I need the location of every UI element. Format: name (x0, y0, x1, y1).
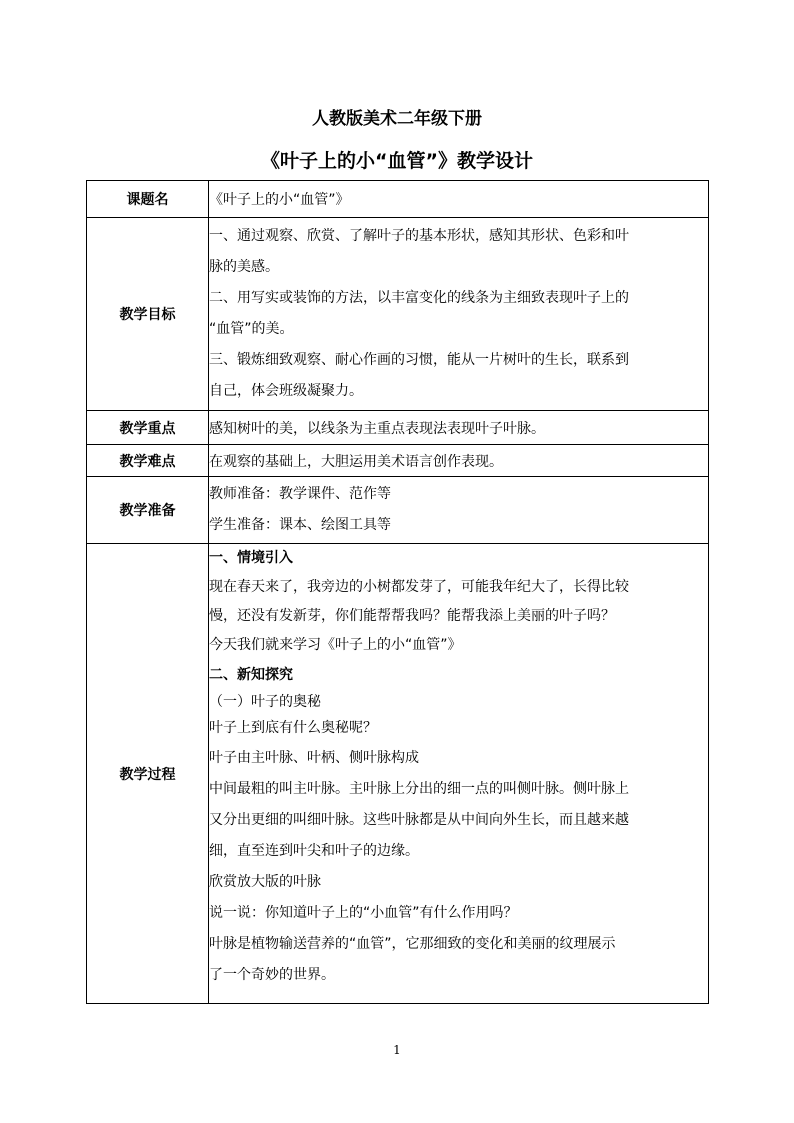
lesson-plan-table (86, 180, 709, 1004)
goal-line: 三、锻炼细致观察、耐心作画的习惯，能从一片树叶的生长，联系到 (209, 352, 629, 368)
goal-line: 自己，体会班级凝聚力。 (209, 383, 363, 399)
process-content (209, 544, 709, 1004)
goal-line: 二、用写实或装饰的方法，以丰富变化的线条为主细致表现叶子上的 (209, 290, 629, 306)
goal-line: 一、通过观察、欣赏、了解叶子的基本形状，感知其形状、色彩和叶 (209, 228, 629, 244)
page-number: 1 (393, 1043, 401, 1057)
paragraph-line: 欣赏放大版的叶脉 (209, 874, 321, 890)
paragraph-line: 叶脉是植物输送营养的“血管”，它那细致的变化和美丽的纹理展示 (209, 936, 616, 952)
table-row-key-points (87, 411, 709, 445)
teacher-preparation: 教师准备：教学课件、范作等 (209, 486, 391, 502)
paragraph-line: 又分出更细的叫细叶脉。这些叶脉都是从中间向外生长，而且越来越 (209, 812, 629, 828)
paragraph-line: 说一说：你知道叶子上的“小血管”有什么作用吗？ (209, 905, 518, 921)
section-heading: 一、情境引入 (209, 550, 293, 566)
subsection-heading: （一）叶子的奥秘 (209, 694, 321, 710)
key-points-label: 教学重点 (87, 411, 209, 445)
document-title: 人教版美术二年级下册 (312, 109, 482, 129)
preparation-label: 教学准备 (87, 477, 209, 544)
goals-label: 教学目标 (87, 218, 209, 411)
goal-line: “血管”的美。 (209, 321, 294, 337)
topic-label: 课题名 (87, 181, 209, 218)
key-points-value: 感知树叶的美，以线条为主重点表现法表现叶子叶脉。 (209, 411, 709, 445)
student-preparation: 学生准备：课本、绘图工具等 (209, 517, 391, 533)
topic-value: 《叶子上的小“血管”》 (209, 181, 709, 218)
paragraph-line: 慢，还没有发新芽，你们能帮帮我吗？能帮我添上美丽的叶子吗？ (209, 608, 615, 624)
paragraph-line: 现在春天来了，我旁边的小树都发芽了，可能我年纪大了，长得比较 (209, 579, 629, 595)
paragraph-line: 细，直至连到叶尖和叶子的边缘。 (209, 843, 419, 859)
table-row-topic (87, 181, 709, 218)
table-row-process (87, 544, 709, 1004)
paragraph-line: 中间最粗的叫主叶脉。主叶脉上分出的细一点的叫侧叶脉。侧叶脉上 (209, 781, 629, 797)
process-label: 教学过程 (87, 544, 209, 1004)
preparation-content (209, 477, 709, 544)
difficulties-label: 教学难点 (87, 445, 209, 477)
paragraph-line: 叶子由主叶脉、叶柄、侧叶脉构成 (209, 750, 419, 766)
difficulties-value: 在观察的基础上，大胆运用美术语言创作表现。 (209, 445, 709, 477)
section-heading: 二、新知探究 (209, 667, 293, 683)
document-subtitle: 《叶子上的小“血管”》教学设计 (261, 150, 533, 172)
paragraph-line: 今天我们就来学习《叶子上的小“血管”》 (209, 637, 462, 653)
table-row-preparation (87, 477, 709, 544)
goal-line: 脉的美感。 (209, 259, 279, 275)
paragraph-line: 了一个奇妙的世界。 (209, 967, 335, 983)
paragraph-line: 叶子上到底有什么奥秘呢？ (209, 720, 377, 736)
table-row-difficulties (87, 445, 709, 477)
table-row-goals (87, 218, 709, 411)
goals-content (209, 218, 709, 411)
